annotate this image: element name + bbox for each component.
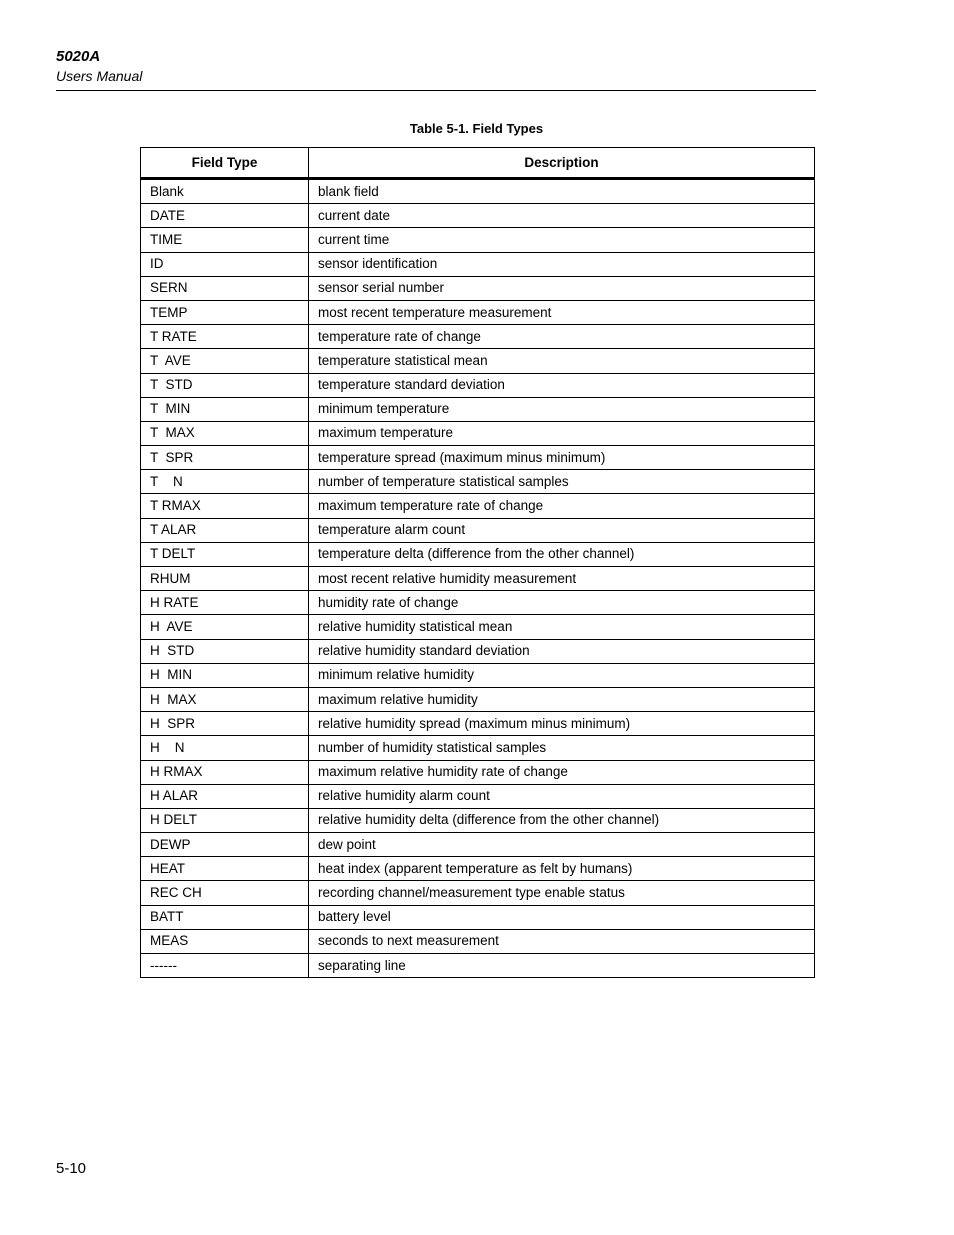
table-row bbox=[141, 518, 815, 542]
description-cell: sensor identification bbox=[309, 252, 815, 276]
field-type-cell: T DELT bbox=[141, 542, 309, 566]
column-header-field-type: Field Type bbox=[141, 148, 309, 179]
description-cell: most recent relative humidity measurement bbox=[309, 567, 815, 591]
description-cell: relative humidity delta (difference from the other channel) bbox=[309, 808, 815, 832]
product-model: 5020A bbox=[56, 48, 101, 65]
table-row bbox=[141, 881, 815, 905]
description-cell: relative humidity statistical mean bbox=[309, 615, 815, 639]
column-header-description: Description bbox=[309, 148, 815, 179]
field-type-cell: T SPR bbox=[141, 446, 309, 470]
description-cell: dew point bbox=[309, 833, 815, 857]
field-type-cell: T RATE bbox=[141, 325, 309, 349]
description-cell: minimum relative humidity bbox=[309, 663, 815, 687]
description-cell: maximum relative humidity rate of change bbox=[309, 760, 815, 784]
description-cell: relative humidity spread (maximum minus minimum) bbox=[309, 712, 815, 736]
description-cell: relative humidity standard deviation bbox=[309, 639, 815, 663]
field-type-cell: H SPR bbox=[141, 712, 309, 736]
field-type-cell: MEAS bbox=[141, 929, 309, 953]
field-types-table bbox=[140, 147, 815, 978]
field-type-cell: Blank bbox=[141, 179, 309, 204]
description-cell: sensor serial number bbox=[309, 276, 815, 300]
table-row bbox=[141, 397, 815, 421]
table-header-row bbox=[141, 148, 815, 179]
field-type-cell: H DELT bbox=[141, 808, 309, 832]
description-cell: battery level bbox=[309, 905, 815, 929]
manual-title: Users Manual bbox=[56, 68, 143, 84]
table-row bbox=[141, 252, 815, 276]
table-row bbox=[141, 736, 815, 760]
field-type-cell: T STD bbox=[141, 373, 309, 397]
description-cell: blank field bbox=[309, 179, 815, 204]
description-cell: current time bbox=[309, 228, 815, 252]
field-type-cell: TIME bbox=[141, 228, 309, 252]
description-cell: temperature statistical mean bbox=[309, 349, 815, 373]
table-row bbox=[141, 663, 815, 687]
table-row bbox=[141, 421, 815, 445]
table-row bbox=[141, 228, 815, 252]
description-cell: current date bbox=[309, 204, 815, 228]
description-cell: number of humidity statistical samples bbox=[309, 736, 815, 760]
field-type-cell: SERN bbox=[141, 276, 309, 300]
table-row bbox=[141, 784, 815, 808]
description-cell: seconds to next measurement bbox=[309, 929, 815, 953]
description-cell: heat index (apparent temperature as felt by humans) bbox=[309, 857, 815, 881]
description-cell: temperature delta (difference from the other channel) bbox=[309, 542, 815, 566]
table-row bbox=[141, 639, 815, 663]
field-type-cell: T MAX bbox=[141, 421, 309, 445]
field-type-cell: DATE bbox=[141, 204, 309, 228]
table-row bbox=[141, 325, 815, 349]
field-type-cell: T N bbox=[141, 470, 309, 494]
field-type-cell: HEAT bbox=[141, 857, 309, 881]
field-type-cell: T AVE bbox=[141, 349, 309, 373]
description-cell: maximum relative humidity bbox=[309, 687, 815, 711]
table-row bbox=[141, 300, 815, 324]
description-cell: most recent temperature measurement bbox=[309, 300, 815, 324]
table-row bbox=[141, 373, 815, 397]
description-cell: maximum temperature bbox=[309, 421, 815, 445]
table-row bbox=[141, 833, 815, 857]
page-header bbox=[56, 46, 816, 91]
field-type-cell: H ALAR bbox=[141, 784, 309, 808]
field-type-cell: H AVE bbox=[141, 615, 309, 639]
table-row bbox=[141, 857, 815, 881]
description-cell: temperature alarm count bbox=[309, 518, 815, 542]
table-row bbox=[141, 591, 815, 615]
table-row bbox=[141, 905, 815, 929]
description-cell: number of temperature statistical samples bbox=[309, 470, 815, 494]
table-row bbox=[141, 808, 815, 832]
table-row bbox=[141, 687, 815, 711]
description-cell: humidity rate of change bbox=[309, 591, 815, 615]
table-caption: Table 5-1. Field Types bbox=[409, 121, 544, 136]
field-type-cell: BATT bbox=[141, 905, 309, 929]
description-cell: separating line bbox=[309, 954, 815, 978]
description-cell: temperature spread (maximum minus minimum) bbox=[309, 446, 815, 470]
table-row bbox=[141, 954, 815, 978]
description-cell: temperature rate of change bbox=[309, 325, 815, 349]
field-type-cell: H MAX bbox=[141, 687, 309, 711]
table-row bbox=[141, 470, 815, 494]
description-cell: minimum temperature bbox=[309, 397, 815, 421]
description-cell: temperature standard deviation bbox=[309, 373, 815, 397]
table-row bbox=[141, 276, 815, 300]
table-row bbox=[141, 712, 815, 736]
field-type-cell: H N bbox=[141, 736, 309, 760]
description-cell: recording channel/measurement type enable status bbox=[309, 881, 815, 905]
field-type-cell: T ALAR bbox=[141, 518, 309, 542]
table-row bbox=[141, 760, 815, 784]
table-row bbox=[141, 542, 815, 566]
table-row bbox=[141, 446, 815, 470]
description-cell: maximum temperature rate of change bbox=[309, 494, 815, 518]
field-type-cell: T MIN bbox=[141, 397, 309, 421]
table-row bbox=[141, 179, 815, 204]
field-type-cell: H STD bbox=[141, 639, 309, 663]
field-type-cell: TEMP bbox=[141, 300, 309, 324]
table-row bbox=[141, 204, 815, 228]
description-cell: relative humidity alarm count bbox=[309, 784, 815, 808]
table-row bbox=[141, 349, 815, 373]
field-type-cell: RHUM bbox=[141, 567, 309, 591]
table-row bbox=[141, 567, 815, 591]
field-type-cell: DEWP bbox=[141, 833, 309, 857]
field-type-cell: H MIN bbox=[141, 663, 309, 687]
field-type-cell: H RMAX bbox=[141, 760, 309, 784]
field-type-cell: ------ bbox=[141, 954, 309, 978]
table-body bbox=[141, 179, 815, 978]
field-type-cell: T RMAX bbox=[141, 494, 309, 518]
table-row bbox=[141, 615, 815, 639]
page-number: 5-10 bbox=[56, 1160, 87, 1177]
table-row bbox=[141, 494, 815, 518]
table-row bbox=[141, 929, 815, 953]
field-type-cell: H RATE bbox=[141, 591, 309, 615]
field-type-cell: ID bbox=[141, 252, 309, 276]
field-type-cell: REC CH bbox=[141, 881, 309, 905]
